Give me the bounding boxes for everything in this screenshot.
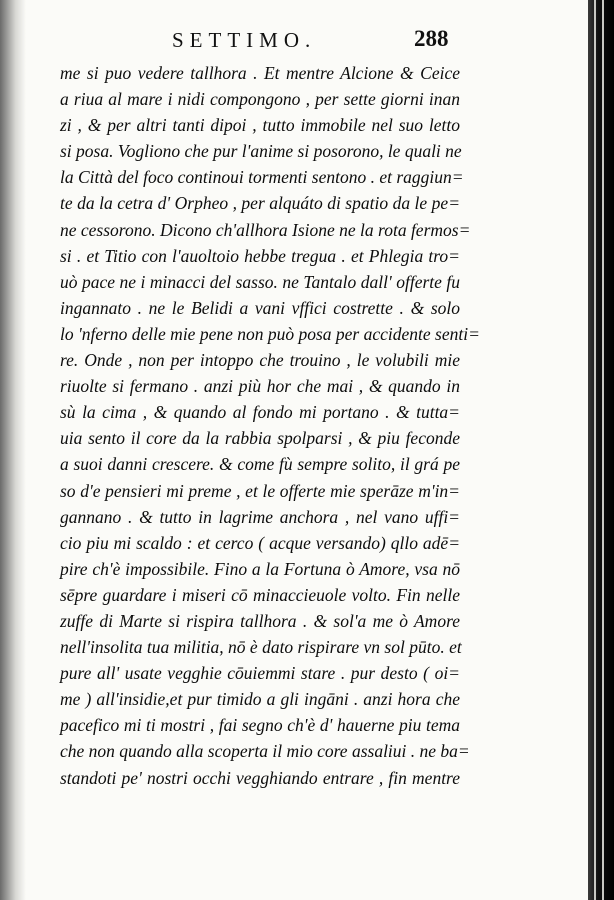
text-line: si posa. Vogliono che pur l'anime si posorono, le quali ne bbox=[60, 141, 462, 162]
text-line: zi , & per altri tanti dipoi , tutto immobile nel suo letto bbox=[60, 115, 460, 136]
text-line: sù la cima , & quando al fondo mi portano . & tutta= bbox=[60, 402, 460, 423]
text-line: me ) all'insidie,et pur timido a gli ingāni . anzi hora che bbox=[60, 689, 460, 710]
text-line: ingannato . ne le Belidi a vani vffici costrette . & solo bbox=[60, 297, 460, 318]
text-line: cio piu mi scaldo : et cerco ( acque versando) qllo adē= bbox=[60, 532, 460, 553]
page-edge bbox=[588, 0, 614, 900]
text-line: te da la cetra d' Orpheo , per alquáto di spatio da le pe= bbox=[60, 193, 460, 214]
page-edge-line bbox=[602, 0, 604, 900]
text-line: a riua al mare i nidi compongono , per sette giorni inan bbox=[60, 89, 460, 110]
text-line: uia sento il core da la rabbia spolparsi , & piu feconde bbox=[60, 428, 460, 449]
text-line: lo 'nferno delle mie pene non può posa per accidente senti= bbox=[60, 323, 480, 344]
page-number: 288 bbox=[414, 26, 449, 51]
text-line: uò pace ne i minacci del sasso. ne Tantalo dall' offerte fu bbox=[60, 271, 460, 292]
text-line: me si puo vedere tallhora . Et mentre Alcione & Ceice bbox=[60, 63, 460, 83]
page-edge-line bbox=[594, 0, 596, 900]
text-line: gannano . & tutto in lagrime anchora , nel vano uffi= bbox=[60, 506, 460, 527]
text-line: so d'e pensieri mi preme , et le offerte mie sperāze m'in= bbox=[60, 480, 460, 501]
text-line: pacefico mi ti mostri , fai segno ch'è d' hauerne piu tema bbox=[60, 715, 460, 736]
text-line: a suoi danni crescere. & come fù sempre solito, il grá pe bbox=[60, 454, 460, 475]
text-line: standoti pe' nostri occhi vegghiando entrare , fin mentre bbox=[60, 767, 460, 788]
text-line: ne cessorono. Dicono ch'allhora Isione ne la rota fermos= bbox=[60, 219, 471, 240]
text-block bbox=[60, 60, 480, 791]
text-line: sēpre guardare i miseri cō minaccieuole volto. Fin nelle bbox=[60, 584, 460, 605]
text-line: riuolte si fermano . anzi più hor che mai , & quando in bbox=[60, 376, 460, 397]
gutter-shadow bbox=[0, 0, 26, 900]
text-line: zuffe di Marte si rispira tallhora . & sol'a me ò Amore bbox=[60, 610, 460, 631]
text-line: la Città del foco continoui tormenti sentono . et raggiun= bbox=[60, 167, 464, 188]
page-header bbox=[0, 26, 588, 56]
text-line: re. Onde , non per intoppo che trouino , le volubili mie bbox=[60, 350, 460, 371]
running-head: SETTIMO. bbox=[172, 28, 317, 52]
text-line: si . et Titio con l'auoltoio hebbe tregua . et Phlegia tro= bbox=[60, 245, 460, 266]
text-line: pire ch'è impossibile. Fino a la Fortuna ò Amore, vsa nō bbox=[60, 558, 460, 579]
text-line: nell'insolita tua militia, nō è dato rispirare vn sol pūto. et bbox=[60, 637, 462, 658]
text-line: pure all' usate vegghie cōuiemmi stare . pur desto ( oi= bbox=[60, 663, 460, 684]
text-line: che non quando alla scoperta il mio core assaliui . ne ba= bbox=[60, 741, 470, 762]
